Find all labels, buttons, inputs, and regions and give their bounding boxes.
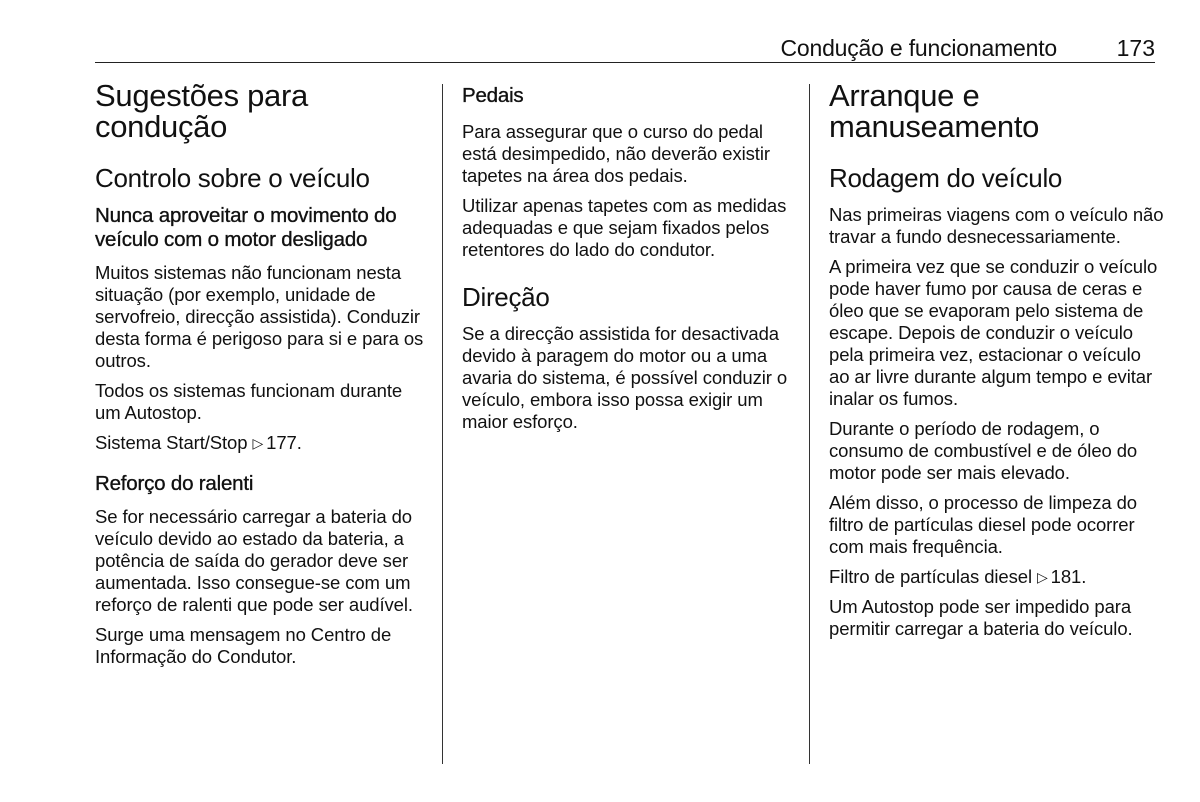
cross-reference [95,432,430,454]
reference-page: 177. [266,432,302,453]
column-divider [442,84,443,764]
paragraph: Utilizar apenas tapetes com as medidas adequadas e que sejam fixados pelos retentores do lado do condutor. [462,195,787,260]
paragraph: Muitos sistemas não funcionam nesta situação (por exemplo, unidade de servofreio, direcção assistida). Conduzir desta forma é perigoso para si e para os outros. [95,262,424,371]
section-title: Condução e funcionamento [780,35,1057,61]
column-divider [809,84,810,764]
reference-arrow-icon: ▷ [252,435,264,451]
chapter-title: Sugestões para condução [95,78,308,144]
paragraph: Nas primeiras viagens com o veículo não travar a fundo desnecessariamente. [829,204,1164,247]
paragraph: Todos os sistemas funcionam durante um Autostop. [95,380,403,423]
paragraph: Um Autostop pode ser impedido para permitir carregar a bateria do veículo. [829,596,1133,639]
reference-page: 181. [1050,566,1087,587]
subsection-heading: Nunca aproveitar o movimento do veículo com o motor desligado [95,204,397,251]
chapter-title: Arranque e manuseamento [829,78,1040,144]
paragraph: Se a direcção assistida for desactivada devido à paragem do motor ou a uma avaria do sistema, é possível conduzir o veículo, embora isso possa exigir um maior esforço. [462,323,788,432]
section-heading: Rodagem do veículo [829,163,1063,193]
reference-label: Sistema Start/Stop [95,432,248,453]
page-number: 173 [1116,35,1155,61]
subsection-heading: Pedais [462,84,524,107]
subsection-heading: Reforço do ralenti [95,472,254,495]
cross-reference [829,566,1164,588]
reference-label: Filtro de partículas diesel [829,566,1032,587]
column-right [829,80,1164,648]
reference-arrow-icon: ▷ [1037,569,1048,585]
column-left [95,80,430,676]
paragraph: Além disso, o processo de limpeza do filtro de partículas diesel pode ocorrer com mais frequência. [829,492,1137,557]
paragraph: Se for necessário carregar a bateria do veículo devido ao estado da bateria, a potência de saída do gerador deve ser aumentada. Isso consegue-se com um reforço de ralenti que pode ser audível. [95,506,413,615]
page-header [95,32,1155,63]
paragraph: Durante o período de rodagem, o consumo de combustível e de óleo do motor pode ser mais elevado. [829,418,1138,483]
paragraph: Para assegurar que o curso do pedal está desimpedido, não deverão existir tapetes na área dos pedais. [462,121,770,186]
section-heading: Controlo sobre o veículo [95,163,370,193]
column-middle [462,84,797,441]
paragraph: Surge uma mensagem no Centro de Informação do Condutor. [95,624,392,667]
section-heading: Direção [462,282,550,312]
paragraph: A primeira vez que se conduzir o veículo pode haver fumo por causa de ceras e óleo que se evaporam pelo sistema de escape. Depois de conduzir o veículo pela primeira vez, estacionar o veículo ao ar livre durante algum tempo e evitar inalar os fumos. [829,256,1158,409]
